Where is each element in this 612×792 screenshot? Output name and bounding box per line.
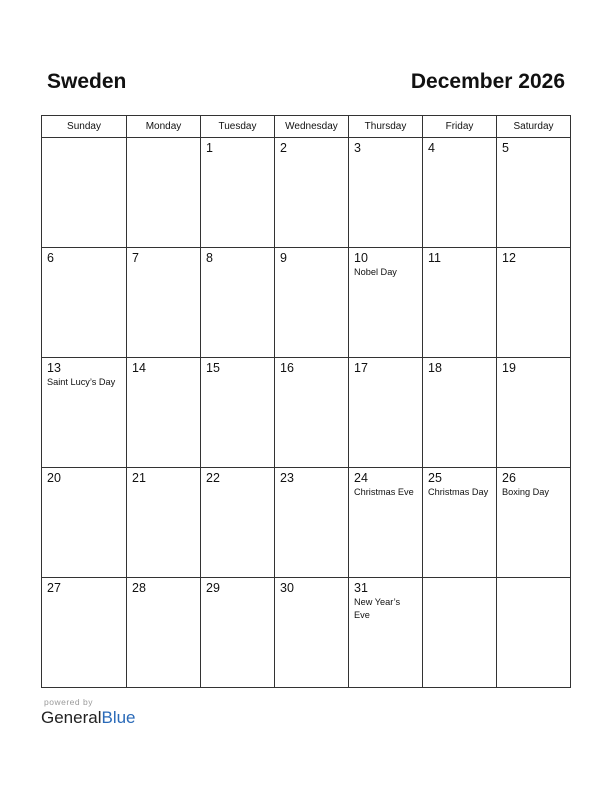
day-cell [275, 248, 349, 358]
day-cell [127, 138, 201, 248]
day-cell [201, 358, 275, 468]
day-number: 5 [502, 141, 509, 155]
day-cell [275, 358, 349, 468]
day-number: 24 [354, 471, 368, 485]
weekday-header-row [42, 116, 571, 138]
holiday-label: Saint Lucy’s Day [47, 377, 116, 387]
day-cell [423, 578, 497, 688]
weekday-header: Monday [127, 116, 201, 138]
day-cell [275, 138, 349, 248]
day-number: 23 [280, 471, 294, 485]
day-cell [497, 248, 571, 358]
day-cell [201, 138, 275, 248]
day-cell [423, 468, 497, 578]
day-number: 8 [206, 251, 213, 265]
day-number: 2 [280, 141, 287, 155]
logo-text-blue: Blue [101, 708, 136, 727]
day-cell [349, 358, 423, 468]
day-number: 3 [354, 141, 361, 155]
month-title: December 2026 [410, 70, 565, 93]
day-number: 27 [47, 581, 61, 595]
day-number: 7 [132, 251, 139, 265]
day-number: 14 [132, 361, 146, 375]
day-number: 11 [428, 251, 441, 265]
day-cell [201, 248, 275, 358]
day-cell [275, 468, 349, 578]
day-cell [201, 468, 275, 578]
day-cell [127, 578, 201, 688]
day-cell [127, 468, 201, 578]
day-cell [42, 578, 127, 688]
week-row [42, 578, 571, 688]
day-cell [349, 138, 423, 248]
day-number: 26 [502, 471, 516, 485]
holiday-label: Boxing Day [502, 487, 549, 497]
holiday-label: New Year’s Eve [354, 597, 401, 620]
day-number: 28 [132, 581, 146, 595]
weekday-header: Sunday [42, 116, 127, 138]
week-row [42, 248, 571, 358]
day-cell [423, 358, 497, 468]
week-row [42, 468, 571, 578]
day-cell [42, 248, 127, 358]
day-cell [497, 578, 571, 688]
country-title: Sweden [47, 70, 127, 93]
holiday-label: Christmas Day [428, 487, 489, 497]
day-number: 15 [206, 361, 220, 375]
weekday-header: Wednesday [275, 116, 349, 138]
day-cell [497, 138, 571, 248]
weekday-header: Tuesday [201, 116, 275, 138]
day-number: 25 [428, 471, 442, 485]
day-cell [201, 578, 275, 688]
day-cell [423, 138, 497, 248]
day-number: 31 [354, 581, 368, 595]
weekday-header: Saturday [497, 116, 571, 138]
day-number: 18 [428, 361, 442, 375]
day-cell [349, 468, 423, 578]
weekday-header: Friday [423, 116, 497, 138]
logo-text-general: General [41, 708, 102, 727]
holiday-label: Christmas Eve [354, 487, 414, 497]
day-number: 20 [47, 471, 61, 485]
holiday-label: Nobel Day [354, 267, 397, 277]
day-cell [349, 248, 423, 358]
day-number: 9 [280, 251, 287, 265]
day-number: 19 [502, 361, 516, 375]
day-number: 1 [206, 141, 213, 155]
day-number: 4 [428, 141, 435, 155]
day-number: 6 [47, 251, 54, 265]
day-cell [42, 138, 127, 248]
day-number: 16 [280, 361, 294, 375]
weekday-header: Thursday [349, 116, 423, 138]
day-number: 12 [502, 251, 516, 265]
day-number: 29 [206, 581, 220, 595]
day-cell [497, 468, 571, 578]
generalblue-logo[interactable] [41, 708, 136, 728]
day-number: 22 [206, 471, 220, 485]
day-number: 21 [132, 471, 146, 485]
day-cell [497, 358, 571, 468]
day-number: 13 [47, 361, 61, 375]
day-number [497, 578, 570, 581]
day-cell [275, 578, 349, 688]
day-cell [42, 358, 127, 468]
day-number: 30 [280, 581, 294, 595]
day-cell [42, 468, 127, 578]
day-number: 17 [354, 361, 368, 375]
day-cell [127, 358, 201, 468]
day-cell [127, 248, 201, 358]
day-number [42, 138, 126, 141]
powered-by-text: powered by [44, 697, 93, 707]
calendar-grid [41, 115, 571, 688]
day-cell [349, 578, 423, 688]
week-row [42, 358, 571, 468]
day-cell [423, 248, 497, 358]
day-number [423, 578, 496, 581]
day-number [127, 138, 200, 141]
day-number: 10 [354, 251, 368, 265]
week-row [42, 138, 571, 248]
